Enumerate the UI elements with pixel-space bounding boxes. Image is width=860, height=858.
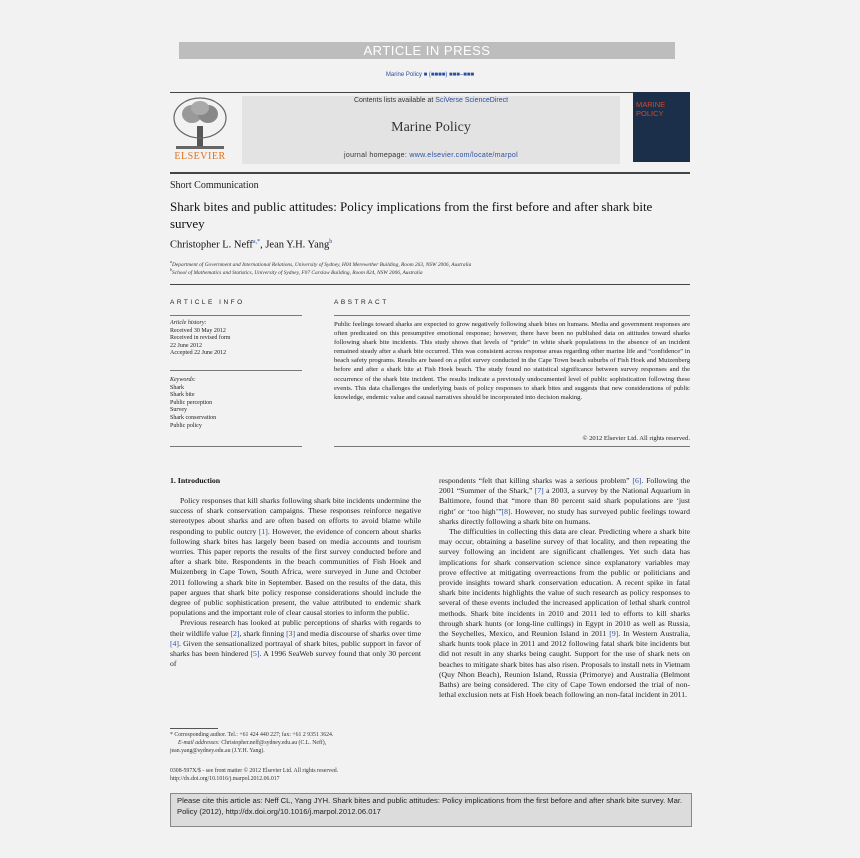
email-link[interactable]: jean.yang@sydney.edu.au (J.Y.H. Yang). (170, 748, 265, 755)
citation-box: Please cite this article as: Neff CL, Yang JYH. Shark bites and public attitudes: Policy implications from the first before and after shark bite survey. Mar. Policy (2012), http://dx.doi.org/10.1016/j.marpol.2012.06.017 (170, 793, 692, 827)
abstract-text: Public feelings toward sharks are expected to grow negatively following shark bites on humans. Media and government responses are often predicated on this presumptive emotional response; however, there have been no published data on attitudes toward sharks following shark bite incidents. This study shows that levels of “pride” in white shark populations in the absence of an incident remained steady after a shark bite occurred. This was consistent across response areas regarding other marine life and “confidence” in beach safety programs. Results are based on a pilot survey conducted in the Cape Town beach suburbs of Fish Hoek and Muizenberg before and after a shark bite at Fish Hoek beach. The study found no statistical significance between survey responses and the occurrence of the shark bite incident. The results indicate a previously undocumented level of public sophistication following these events. This data challenges the underlying basis of policy responses to shark bites and suggests that new considerations of public knowledge, endemic value and causal narratives should be incorporated into decision making. (334, 321, 690, 401)
author2-affiliation-marker[interactable]: b (329, 239, 333, 245)
keywords-list: Keywords: Shark Shark bite Public perception Survey Shark conservation Public policy (170, 377, 302, 430)
masthead-top-rule (170, 92, 690, 93)
citation-link[interactable]: [3] (286, 628, 296, 638)
article-info-rule (170, 315, 302, 316)
intro-paragraph-4: The difficulties in collecting this data are clear. Predicting where a shark bite may occur, obtaining a baseline survey of that locality, and then repeating the survey following an incident are significant challenges. Yet such data has implications for shark conservation science since explanatory variables may prove effective at mitigating overreactions from the public or politicians and provide insights toward shark conservation education. A recent spike in fatal shark bite incidents highlights the value of such research as policy responses to several of these events included the increased application of lethal shark control methods. Shark bite incidents in 2010 and 2011 led to efforts to kill sharks through shark hunts (or long-line cullings) in Egypt in 2010 as well as Russia, the Seychelles, Mexico, and Reunion Island in 2011 [9]. In Western Australia, shark hunts took place in 2011 and 2012 following fatal shark bite incidents but did not result in any sharks being caught. Support for the use of shark nets on beaches to mitigate shark bites has also risen. Proposals to install nets in Vietnam (Quy Nhon Beach), Reunion Island, Russia (Primorye) and Australia (Belmont Baths) are being considered. The city of Cape Town endorsed the trial of non-lethal exclusion nets at Fish Hoek beach following an non-fatal incident in 2011. (439, 527, 690, 700)
issn-line: 0308-597X/$ - see front matter © 2012 Elsevier Ltd. All rights reserved. http://dx.doi.org/10.1016/j.marpol.2012.06.017 (170, 767, 421, 784)
body-column-right (439, 476, 690, 700)
abstract-end-rule (334, 446, 690, 447)
journal-title: Marine Policy (391, 120, 471, 135)
email-link[interactable]: Christopher.neff@sydney.edu.au (C.L. Neff), (219, 740, 327, 747)
citation-link[interactable]: [1] (258, 526, 268, 536)
homepage-link[interactable]: www.elsevier.com/locate/marpol (409, 152, 518, 159)
doi-link[interactable]: http://dx.doi.org/10.1016/j.marpol.2012.06.017 (170, 776, 280, 783)
keyword: Shark (170, 384, 184, 391)
article-info-header: ARTICLE INFO (170, 299, 245, 306)
contents-line: Contents lists available at SciVerse ScienceDirect (353, 97, 509, 104)
article-title: Shark bites and public attitudes: Policy implications from the first before and after shark bite survey (170, 199, 653, 231)
author1-affiliation-marker[interactable]: a,* (252, 239, 261, 245)
keyword: Public policy (170, 422, 202, 429)
citation-link[interactable]: [9] (609, 629, 619, 639)
author-list: Christopher L. Neff$^{a,*}$, Jean Y.H. Yang$^b$ (170, 239, 333, 251)
journal-reference[interactable]: Marine Policy ■ (■■■■) ■■■–■■■ (385, 72, 475, 78)
abstract-copyright: © 2012 Elsevier Ltd. All rights reserved. (582, 435, 690, 442)
elsevier-wordmark: ELSEVIER (174, 151, 226, 162)
body-column-left (170, 496, 421, 669)
article-in-press-banner: ARTICLE IN PRESS (179, 42, 675, 59)
corresponding-author-footnote: * Corresponding author. Tel.: +61 424 440 227; fax: +61 2 9351 3624. E-mail addresses: Christopher.neff@sydney.edu.au (C.L. Neff), jean.yang@sydney.edu.au (J.Y.H. Yang). (170, 731, 421, 756)
abstract-header: ABSTRACT (334, 299, 389, 306)
intro-paragraph-2: Previous research has looked at public perceptions of sharks with regards to their wildlife value [2], shark finning [3] and media discourse of sharks over time [4]. Given the sensationalized portrayal of shark bites, public support in favor of sharks has been hindered [5]. A 1996 SeaWeb survey found that only 30 percent of (170, 618, 421, 669)
intro-paragraph-1: Policy responses that kill sharks following shark bite incidents undermine the success of shark conservation campaigns. These responses reinforce negative stereotypes about sharks and are often based on efforts to avoid blame while responding to public outcry [1]. However, the evidence of concern about sharks following shark bites has largely been based on media accounts and tourism worries. This paper reports the results of the first survey conducted before and after a shark bite. Respondents in the beach communities of Fish Hoek and Muizenberg in Cape Town, South Africa, were surveyed in June and October 2011 following a shark bite in September. Based on the results of the data, this paper argues that shark bite policy response considerations should include the degree of public sophistication present, the value attributed to endemic shark populations and the important role of clear causal stories to inform the public. (170, 496, 421, 618)
section-heading-introduction: 1. Introduction (170, 476, 221, 485)
citation-link[interactable]: [5] (250, 649, 260, 659)
history-keywords-rule (170, 370, 302, 371)
article-info-end-rule (170, 446, 302, 447)
article-history: Article history: Received 30 May 2012 Received in revised form 22 June 2012 Accepted 22 June 2012 (170, 320, 231, 357)
cover-title: MARINE POLICY (636, 100, 666, 118)
masthead-bottom-rule (170, 172, 690, 174)
affiliation-b: $^b$School of Mathematics and Statistics, University of Sydney, F07 Carslaw Building, Room 824, NSW 2006, Australia (170, 267, 423, 276)
keyword: Shark bite (170, 392, 195, 399)
abstract-rule (334, 315, 690, 316)
header-divider (170, 284, 690, 285)
citation-link[interactable]: [4] (170, 638, 179, 648)
keyword: Shark conservation (170, 414, 217, 421)
keyword: Public perception (170, 399, 213, 406)
citation-link[interactable]: [2] (230, 628, 240, 638)
footnote-rule (170, 728, 218, 729)
citation-link[interactable]: [8] (501, 506, 511, 516)
citation-link[interactable]: [6] (632, 476, 642, 485)
keyword: Survey (170, 407, 187, 414)
intro-paragraph-3: respondents “felt that killing sharks was a serious problem” [6]. Following the 2001 “Summer of the Shark,” [7] a 2003, a survey by the National Aquarium in Baltimore, found that “more than 80 percent said shark populations are ‘just right’ or ‘too high’”[8]. However, no study has surveyed public feelings toward sharks directly following a shark bite on humans. (439, 476, 690, 526)
homepage-line: journal homepage: www.elsevier.com/locate/marpol (344, 152, 518, 159)
sciencedirect-link[interactable]: SciVerse ScienceDirect (435, 97, 509, 104)
affiliation-a: $^a$Department of Government and International Relations, University of Sydney, H04 Merewether Building, Room 263, NSW 2006, Australia (170, 259, 472, 268)
citation-link[interactable]: [7] (534, 486, 544, 496)
section-type: Short Communication (170, 180, 259, 191)
